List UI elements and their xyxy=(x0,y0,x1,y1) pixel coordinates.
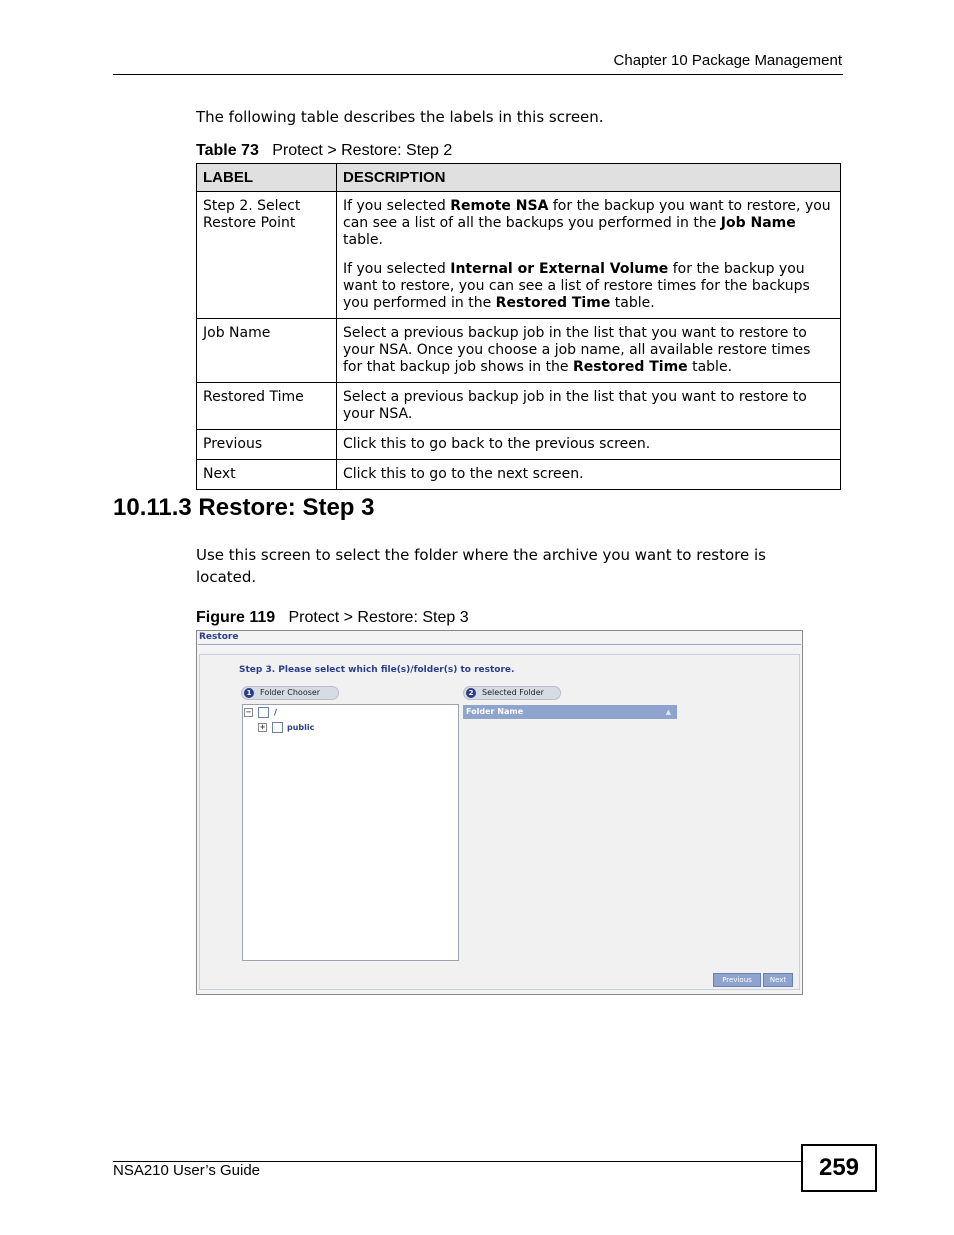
row-label: Restored Time xyxy=(197,383,337,430)
step-instruction: Step 3. Please select which file(s)/folder(s) to restore. xyxy=(239,665,515,675)
table-caption-text: Protect > Restore: Step 2 xyxy=(272,142,453,159)
row-label: Job Name xyxy=(197,319,337,383)
text-segment: If you selected xyxy=(343,261,451,277)
description-paragraph xyxy=(343,198,834,249)
next-button[interactable]: Next xyxy=(763,973,793,987)
column-header-description: DESCRIPTION xyxy=(337,164,841,192)
section-paragraph: Use this screen to select the folder where the archive you want to restore is located. xyxy=(196,546,766,586)
text-segment: table. xyxy=(687,359,733,375)
bold-term: Remote NSA xyxy=(450,198,549,214)
header-rule xyxy=(113,74,843,75)
table-row xyxy=(197,460,841,490)
row-label: Previous xyxy=(197,430,337,460)
table-row xyxy=(197,383,841,430)
row-label: Next xyxy=(197,460,337,490)
folder-name-header-text: Folder Name xyxy=(466,707,524,716)
table-header-row xyxy=(197,164,841,192)
table-caption-label: Table 73 xyxy=(196,142,259,159)
description-paragraph xyxy=(343,466,834,483)
table-row xyxy=(197,319,841,383)
chapter-header: Chapter 10 Package Management xyxy=(613,52,842,69)
selected-folder-text: Selected Folder xyxy=(482,688,544,697)
text-segment: Select a previous backup job in the list that you want to restore to your NSA. xyxy=(343,389,807,422)
row-description xyxy=(337,319,841,383)
folder-chooser-label xyxy=(241,686,339,700)
selected-folder-label xyxy=(463,686,561,700)
table-row xyxy=(197,192,841,319)
description-paragraph xyxy=(343,436,834,453)
table-row xyxy=(197,430,841,460)
folder-name-column-header[interactable] xyxy=(463,705,677,719)
description-paragraph xyxy=(343,389,834,423)
figure-caption-label: Figure 119 xyxy=(196,609,276,626)
table-body xyxy=(197,192,841,490)
section-heading: 10.11.3 Restore: Step 3 xyxy=(113,494,375,521)
previous-button[interactable]: Previous xyxy=(713,973,761,987)
screen-title-rule xyxy=(198,644,801,645)
folder-chooser-text: Folder Chooser xyxy=(260,688,321,697)
row-label: Step 2. Select Restore Point xyxy=(197,192,337,319)
description-paragraph xyxy=(343,261,834,312)
intro-paragraph: The following table describes the labels in this screen. xyxy=(196,108,604,126)
tree-node-root[interactable] xyxy=(244,707,364,718)
column-header-label: LABEL xyxy=(197,164,337,192)
figure-caption-text: Protect > Restore: Step 3 xyxy=(288,609,469,626)
guide-title: NSA210 User’s Guide xyxy=(113,1162,261,1179)
row-description xyxy=(337,383,841,430)
checkbox-public[interactable] xyxy=(272,722,283,733)
restore-screen-figure xyxy=(196,630,803,995)
step-number-icon: 1 xyxy=(244,688,254,698)
description-paragraph xyxy=(343,325,834,376)
text-segment: for the backup you want to restore, you can see a list of all the backups you performed in the xyxy=(343,198,831,231)
text-segment: table. xyxy=(343,232,383,248)
row-description xyxy=(337,430,841,460)
expand-icon[interactable]: + xyxy=(259,723,266,731)
tree-node-label[interactable]: public xyxy=(287,723,315,732)
row-description xyxy=(337,192,841,319)
folder-tree[interactable] xyxy=(242,704,459,961)
bold-term: Restored Time xyxy=(573,359,688,375)
text-segment: Select a previous backup job in the list that you want to restore to your NSA. Once you choose a job name, all available restore times for that backup job shows in the xyxy=(343,325,811,375)
row-description xyxy=(337,460,841,490)
text-segment: Click this to go to the next screen. xyxy=(343,466,584,482)
screen-title: Restore xyxy=(199,632,239,642)
text-segment: Click this to go back to the previous screen. xyxy=(343,436,651,452)
text-segment: If you selected xyxy=(343,198,451,214)
page-number: 259 xyxy=(801,1144,877,1192)
label-description-table xyxy=(196,163,841,490)
bold-term: Restored Time xyxy=(495,295,611,311)
sort-ascending-icon[interactable]: ▲ xyxy=(665,708,671,716)
text-segment: for the backup you want to restore, you can see a list of restore times for the backups you performed in the xyxy=(343,261,810,311)
tree-node-label[interactable]: / xyxy=(274,708,277,717)
step-number-icon: 2 xyxy=(466,688,476,698)
tree-node-public[interactable] xyxy=(258,722,378,733)
text-segment: table. xyxy=(610,295,655,311)
checkbox-root[interactable] xyxy=(258,707,269,718)
table-caption xyxy=(196,142,452,160)
collapse-icon[interactable]: − xyxy=(245,708,252,716)
figure-caption xyxy=(196,609,469,627)
bold-term: Internal or External Volume xyxy=(450,261,669,277)
bold-term: Job Name xyxy=(720,215,796,231)
